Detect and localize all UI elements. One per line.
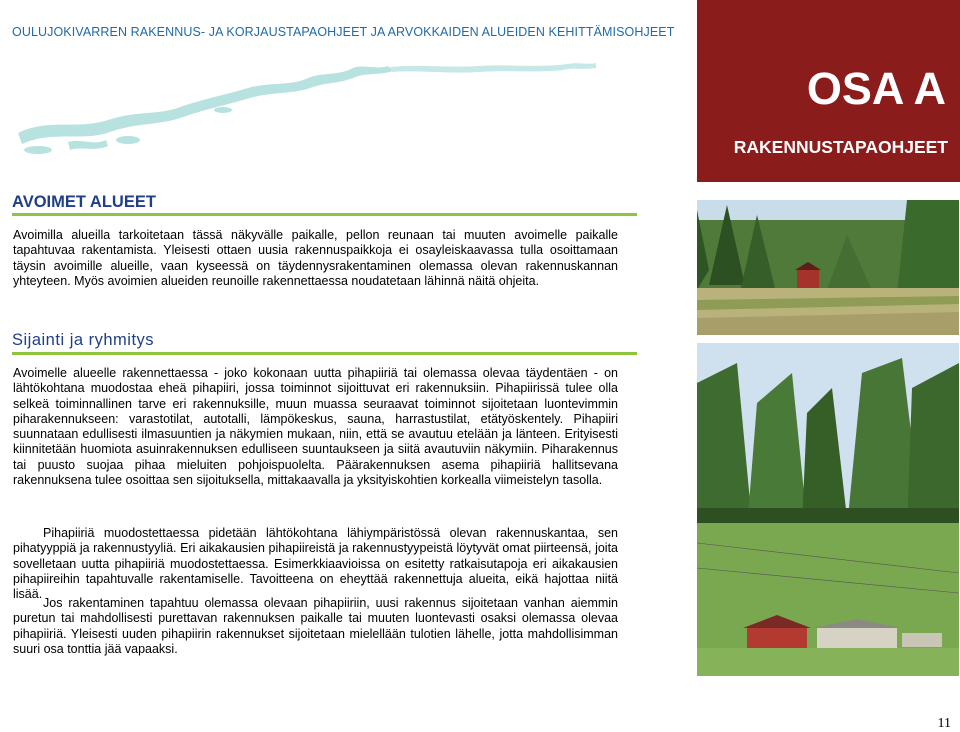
document-header-title: OULUJOKIVARREN RAKENNUS- JA KORJAUSTAPAOHJEET JA ARVOKKAIDEN ALUEIDEN KEHITTÄMISOHJEET	[12, 25, 675, 39]
heading-avoimet-alueet: AVOIMET ALUEET	[12, 193, 156, 211]
river-map-graphic	[8, 58, 598, 158]
photo-field-farmhouse	[697, 200, 959, 335]
body-paragraph: Pihapiiriä muodostettaessa pidetään lähtökohtana lähiympäristössä olevan rakennuskantaa, sen pihatyyppiä ja rakennustyyliä. Eri aikakausien pihapiireistä ja rakennustyypeistä löytyvät omat piirteensä, joita sovelletaan uutta pihapiiriä muodostettaessa. Esimerkkiaavioissa on esitetty ratkaisutapoja eri aikakausien pihapiireihin tapahtuvalle rakentamiselle. Tavoitteena on eheyttää rakennettuja alueita, eikä hajottaa niitä lisää.	[13, 526, 618, 602]
intro-paragraph: Avoimilla alueilla tarkoitetaan tässä näkyvälle paikalle, pellon reunaan tai muuten avoimelle paikalle tapahtuvaa rakentamista. Yleisesti ottaen uusia rakennuspaikkoja ei osayleiskaavassa tulla osoittamaan täysin avoimille alueille, vaan kyseessä on täydennysrakentaminen olemassa olevan rakennuskannan yhteyteen. Myös avoimien alueiden reunoille rakennettaessa noudatetaan lähinnä näitä ohjeita.	[13, 228, 618, 288]
page-number: 11	[937, 716, 951, 731]
badge-subtitle: RAKENNUSTAPAOHJEET	[733, 137, 948, 157]
osa-label: OSA A	[806, 63, 946, 114]
body-paragraph: Jos rakentaminen tapahtuu olemassa olevaan pihapiiriin, uusi rakennus sijoitetaan vanhan aiemmin puretun tai mahdollisesti purettavan rakennuksen paikalle tai muuten luontevasti osaksi olemassa olevaa pihapiiriä. Yleisesti uuden pihapiirin rakennukset sijoitetaan mielellään tulotien lähelle, jotta mahdollisimman suuri osa tonttia jää vapaaksi.	[13, 596, 618, 656]
body-paragraph: Avoimelle alueelle rakennettaessa - joko kokonaan uutta pihapiiriä tai olemassa olevaa täydentäen - on lähtökohtana muodostaa eheä pihapiiri, jossa toiminnot sijoittuvat eri rakennuksiin. Pihapiirissä tulee olla selkeä toiminnallinen tarve eri rakennuksille, muun muassa seuraavat toiminnot sijoitetaan luontevimmin piharakennukseen: varastotilat, autotalli, lämpökeskus, sauna, harrastustilat, etätyöskentely. Pihapiiri suunnataan edullisesti ilmasuuntien ja näkymien mukaan, niin, että se avautuu etelään ja länteen. Erityisesti kiinnitetään huomiota asuinrakennuksen edulliseen suuntaukseen ja siitä avautuviin näkymiin. Piharakennus tai puusto suojaa pihaa mieluiten pohjoispuolelta. Päärakennuksen asema pihapiiriä hallitsevana rakennuksena tulee osoittaa sen sijoituksella, mittakaavalla ja yksityiskohtien korkealla viimeistelyn tasolla.	[13, 366, 618, 488]
heading-underline	[12, 352, 637, 355]
heading-sijainti: Sijainti ja ryhmitys	[12, 331, 155, 349]
heading-underline	[12, 213, 637, 216]
photo-farmyard-trees	[697, 343, 959, 676]
section-badge	[697, 0, 960, 182]
